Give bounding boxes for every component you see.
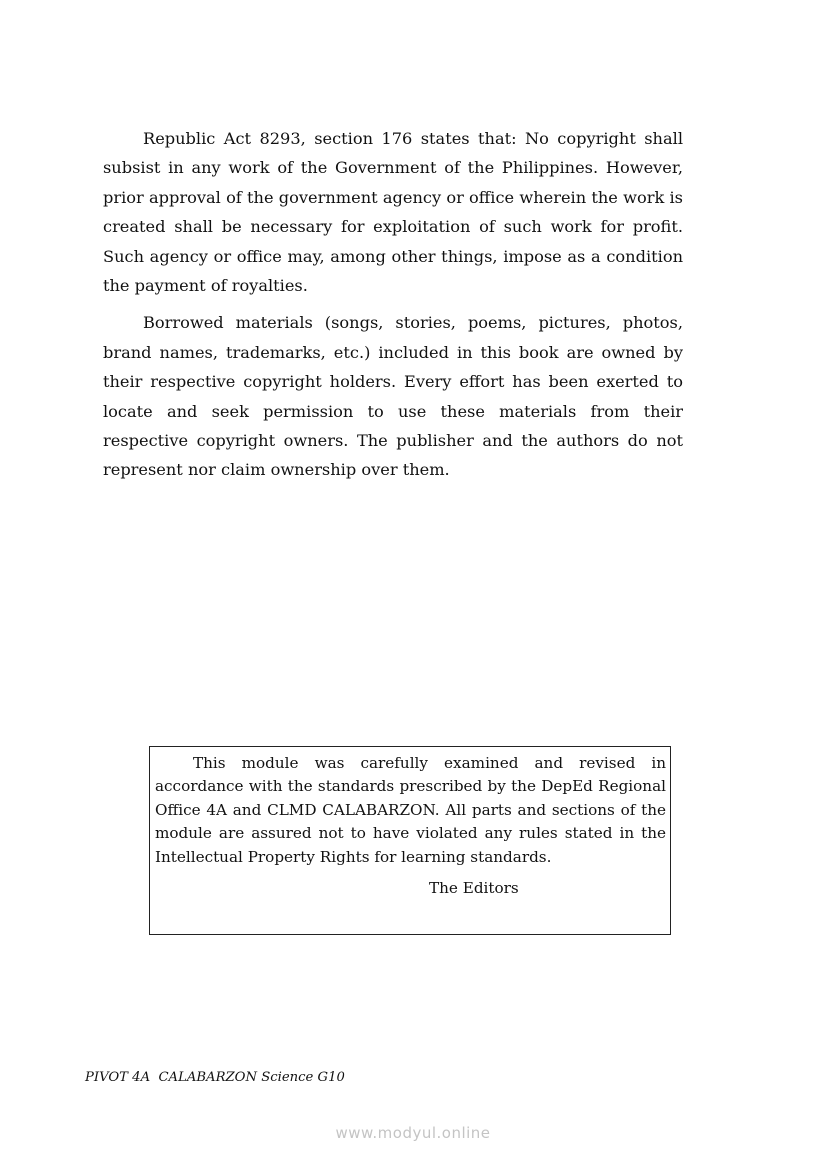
editor-note-text: This module was carefully examined and revised in accordance with the standards prescribed by the DepEd Regional Office 4A and CLMD CALABARZON. All parts and sections of the module are assured not to have violated any rules stated in the Intellectual Property Rights for learning standards. xyxy=(155,754,666,866)
editor-signature: The Editors xyxy=(429,879,519,898)
watermark: www.modyul.online xyxy=(335,1124,491,1142)
copyright-paragraph-ra8293: Republic Act 8293, section 176 states that: No copyright shall subsist in any work of the Government of the Philippines. However, prior approval of the government agency or office wherein the work is created shall be necessary for exploitation of such work for profit. Such agency or office may, among other things, impose as a condition the payment of royalties. xyxy=(103,129,683,296)
editor-note-box xyxy=(149,746,671,935)
page-footer: PIVOT 4A CALABARZON Science G10 xyxy=(85,1070,345,1085)
copyright-paragraph-borrowed-materials: Borrowed materials (songs, stories, poems, pictures, photos, brand names, trademarks, etc.) included in this book are owned by their respective copyright holders. Every effort has been exerted to locate and seek permission to use these materials from their respective copyright owners. The publisher and the authors do not represent nor claim ownership over them. xyxy=(103,313,683,480)
copyright-notice xyxy=(103,124,683,485)
